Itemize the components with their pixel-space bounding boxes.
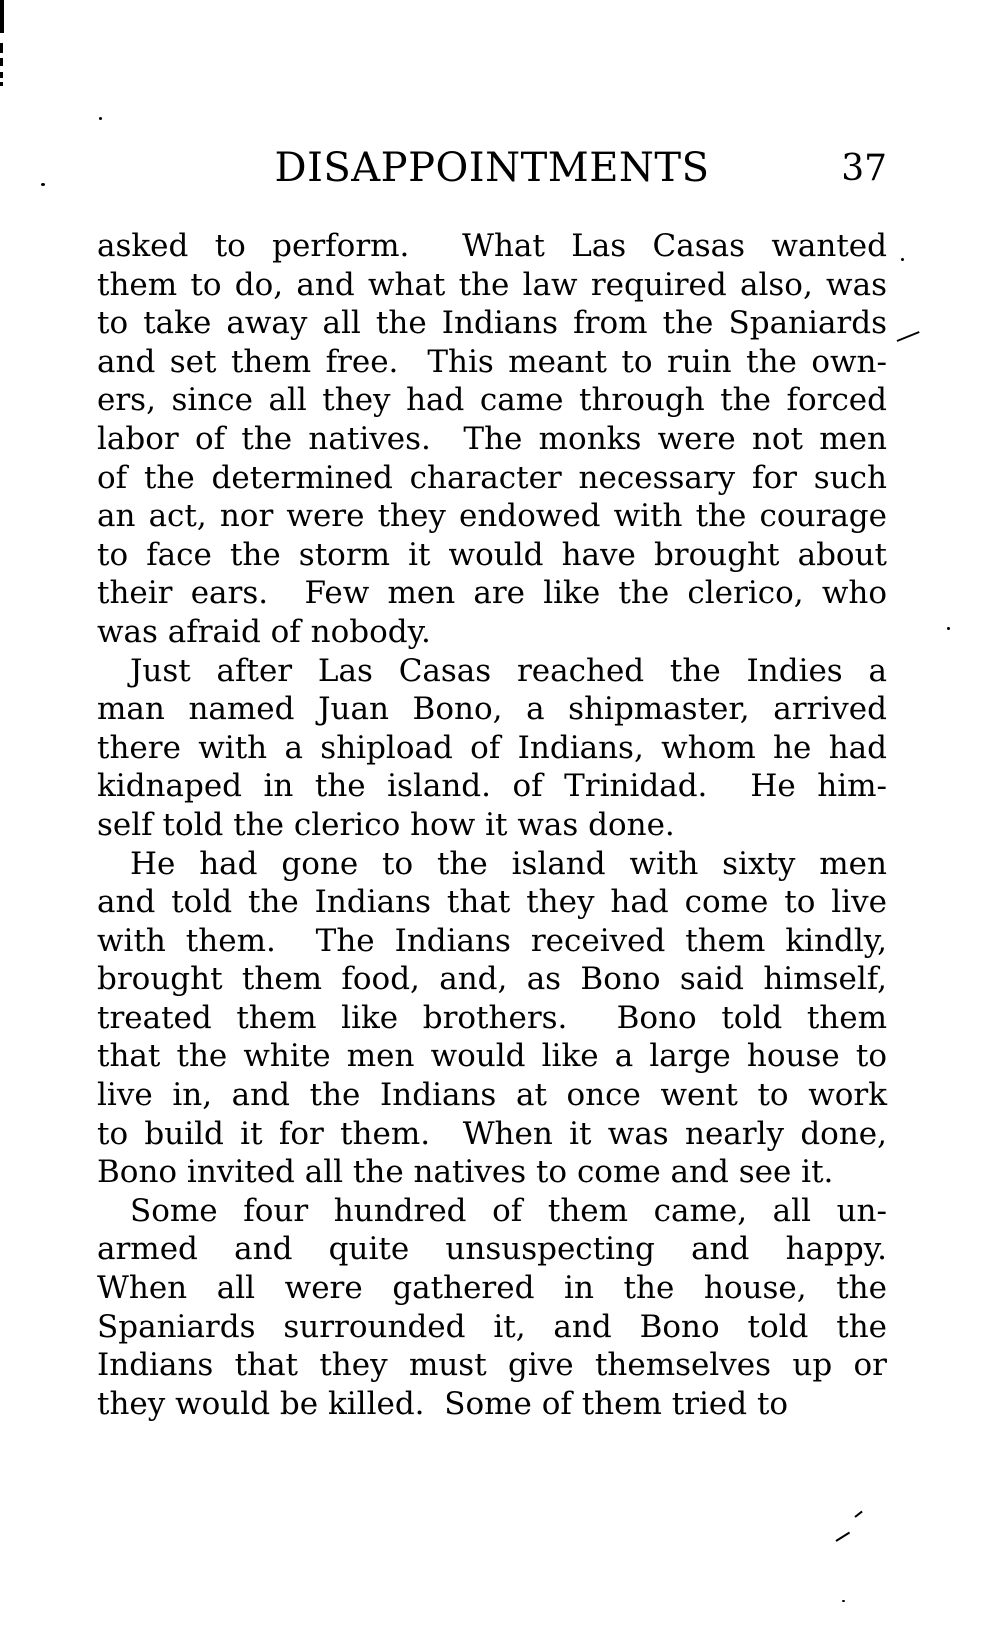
text-line: them to do, and what the law required also, was bbox=[97, 266, 887, 303]
paragraph bbox=[97, 227, 887, 652]
text-line: Indians that they must give themselves up or bbox=[97, 1347, 887, 1384]
text-line: ers, since all they had came through the forced bbox=[97, 382, 887, 419]
text-line: of the determined character necessary for such bbox=[97, 459, 887, 496]
pen-slash bbox=[897, 331, 920, 342]
ink-dot bbox=[99, 117, 102, 120]
text-line: their ears. Few men are like the clerico, who bbox=[97, 575, 887, 612]
text-line: to take away all the Indians from the Spaniards bbox=[97, 305, 887, 342]
pen-slash bbox=[835, 1532, 850, 1542]
text-line: self told the clerico how it was done. bbox=[97, 806, 675, 843]
paragraph bbox=[97, 652, 887, 845]
text-line: armed and quite unsuspecting and happy. bbox=[97, 1231, 887, 1268]
text-line: was afraid of nobody. bbox=[97, 613, 431, 650]
page-body bbox=[97, 227, 887, 1423]
running-title: DISAPPOINTMENTS bbox=[274, 145, 710, 191]
text-line: labor of the natives. The monks were not men bbox=[97, 420, 887, 457]
text-line: and set them free. This meant to ruin the own- bbox=[97, 343, 887, 380]
text-line: Some four hundred of them came, all un- bbox=[130, 1192, 887, 1229]
text-line: He had gone to the island with sixty men bbox=[130, 845, 887, 882]
scan-edge-bar bbox=[0, 82, 3, 86]
text-line: Bono invited all the natives to come and see it. bbox=[97, 1154, 834, 1191]
text-line: asked to perform. What Las Casas wanted bbox=[97, 228, 887, 264]
text-line: treated them like brothers. Bono told them bbox=[97, 999, 887, 1036]
text-line: man named Juan Bono, a shipmaster, arrived bbox=[97, 691, 887, 728]
text-line: to face the storm it would have brought about bbox=[97, 536, 887, 573]
text-line: Spaniards surrounded it, and Bono told the bbox=[97, 1308, 887, 1345]
text-line: Just after Las Casas reached the Indies a bbox=[130, 652, 887, 689]
pen-slash bbox=[854, 1511, 862, 1518]
page-number: 37 bbox=[841, 148, 887, 189]
paragraph bbox=[97, 845, 887, 1192]
text-line: live in, and the Indians at once went to work bbox=[97, 1077, 887, 1114]
text-line: an act, nor were they endowed with the courage bbox=[97, 498, 887, 535]
text-line: there with a shipload of Indians, whom he had bbox=[97, 729, 887, 766]
text-line: When all were gathered in the house, the bbox=[97, 1270, 887, 1307]
text-line: with them. The Indians received them kindly, bbox=[97, 922, 887, 959]
page-header bbox=[97, 146, 887, 194]
scan-edge-bar bbox=[0, 43, 3, 53]
scan-edge-bar bbox=[0, 58, 3, 66]
text-line: kidnaped in the island. of Trinidad. He him- bbox=[97, 768, 887, 805]
text-line: that the white men would like a large house to bbox=[97, 1038, 887, 1075]
text-line: and told the Indians that they had come to live bbox=[97, 884, 887, 921]
ink-dot bbox=[901, 258, 904, 261]
ink-dot bbox=[41, 183, 45, 186]
ink-dot bbox=[842, 1600, 845, 1602]
text-line: they would be killed. Some of them tried to bbox=[97, 1385, 789, 1422]
text-line: brought them food, and, as Bono said himself, bbox=[97, 961, 887, 998]
text-line: to build it for them. When it was nearly done, bbox=[97, 1115, 887, 1152]
ink-dot bbox=[947, 627, 950, 630]
scan-edge-bar bbox=[0, 0, 4, 33]
scan-edge-bar bbox=[0, 72, 3, 78]
paragraph bbox=[97, 1192, 887, 1424]
